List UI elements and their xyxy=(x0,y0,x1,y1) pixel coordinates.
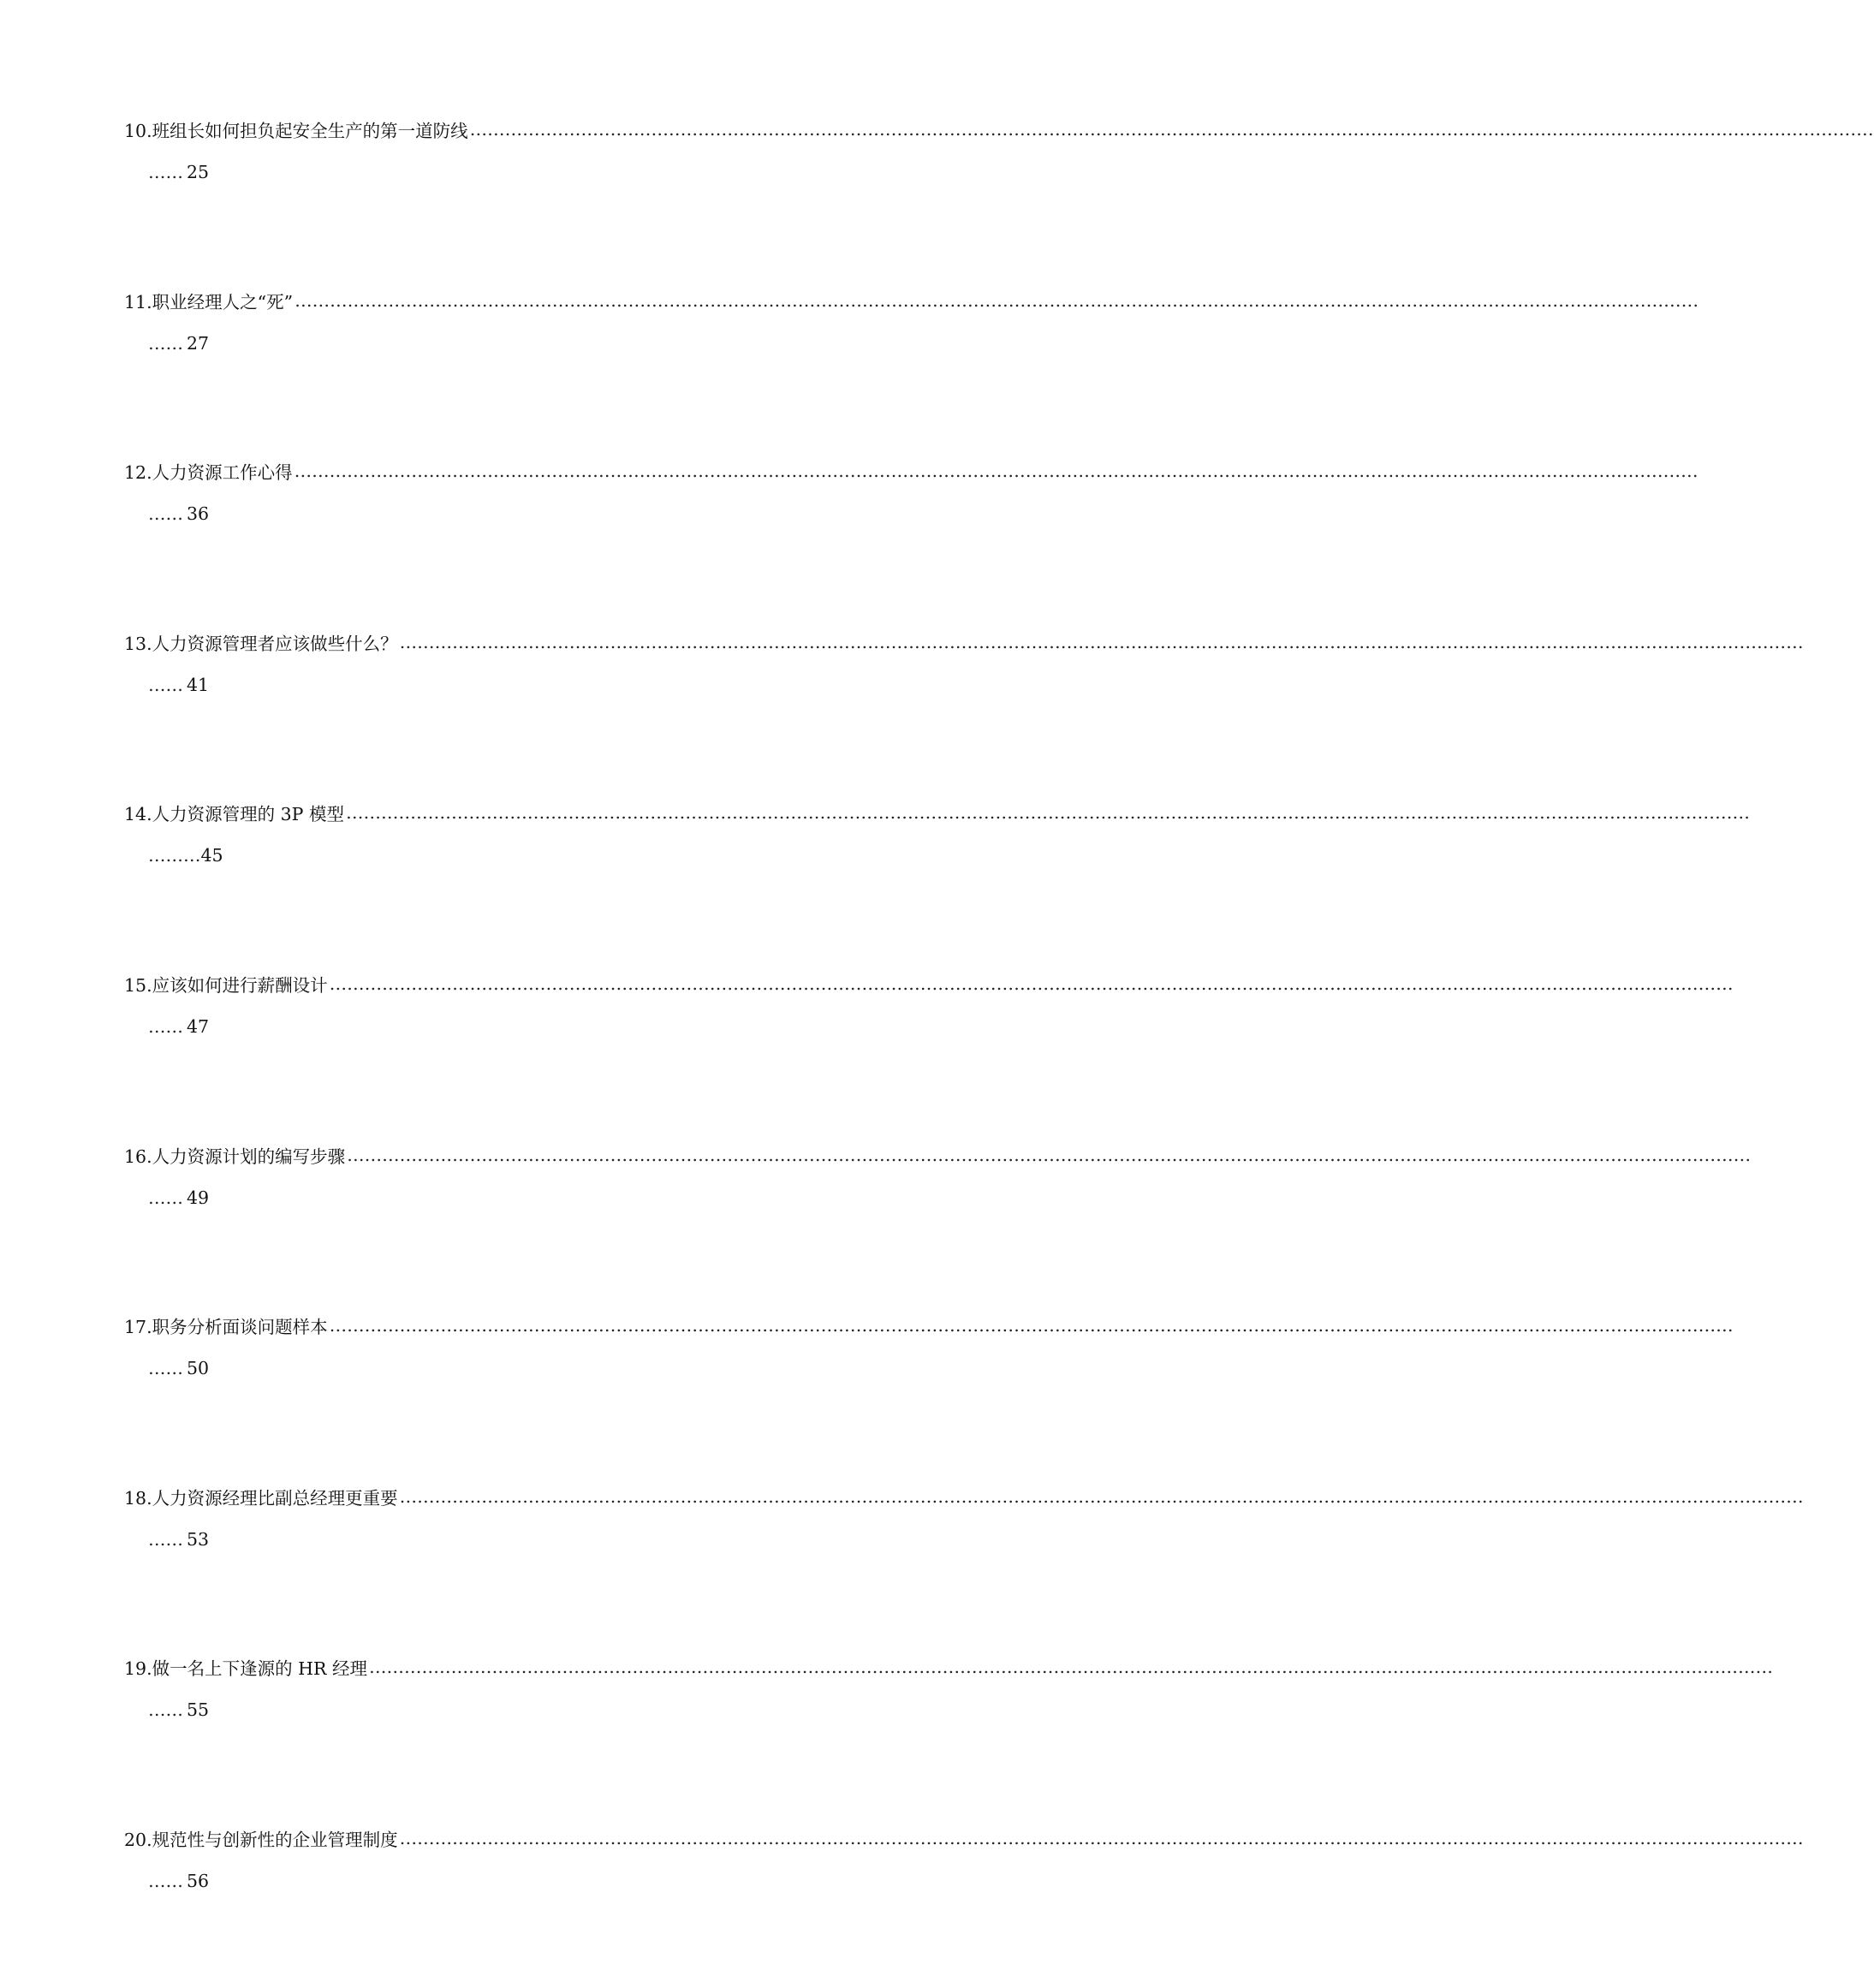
toc-entry-title-line xyxy=(124,108,1874,151)
toc-entry-page-line xyxy=(148,492,209,535)
toc-entry-page-line xyxy=(148,1347,209,1390)
toc-entry-title-line xyxy=(124,1646,1773,1688)
toc-entry-title-line xyxy=(124,1134,1752,1176)
toc-entry[interactable] xyxy=(124,1134,1752,1305)
dot-leader: …………………………………………………………………………………………………………………………………………………………………………………………………………………… xyxy=(347,1144,1752,1165)
toc-entry-page-line xyxy=(148,1005,209,1048)
toc-entry-title-line xyxy=(124,791,1750,834)
page-number: 49 xyxy=(187,1187,210,1208)
toc-entry-page-line xyxy=(148,1688,209,1731)
toc-entry[interactable] xyxy=(124,1304,1734,1475)
toc-entry-page-line xyxy=(148,1176,209,1219)
dot-leader-continuation: …… xyxy=(148,1187,183,1208)
toc-entry-page-line xyxy=(148,151,209,193)
toc-entry-title: 10.班组长如何担负起安全生产的第一道防线 xyxy=(124,121,468,141)
toc-entry-page-line xyxy=(148,1860,209,1902)
page-number: 56 xyxy=(187,1870,210,1891)
toc-entry-title-line xyxy=(124,1817,1804,1860)
dot-leader-continuation: …… xyxy=(148,1358,183,1379)
toc-entry-title: 13.人力资源管理者应该做些什么？ xyxy=(124,633,398,654)
dot-leader-continuation: …… xyxy=(148,674,183,695)
toc-entry-title: 14.人力资源管理的 3P 模型 xyxy=(124,804,344,825)
table-of-contents xyxy=(124,108,1874,1988)
toc-entry-title-line xyxy=(124,1304,1734,1347)
toc-entry-title-line xyxy=(124,279,1699,322)
page-number: 50 xyxy=(187,1358,210,1379)
toc-entry[interactable] xyxy=(124,1817,1804,1988)
page-number: 36 xyxy=(187,503,210,525)
dot-leader: …………………………………………………………………………………………………………………………………………………………………………………………………………………… xyxy=(294,289,1699,311)
toc-entry-title: 19.做一名上下逢源的 HR 经理 xyxy=(124,1658,367,1680)
dot-leader: …………………………………………………………………………………………………………………………………………………………………………………………………………………… xyxy=(469,119,1874,140)
toc-entry-page-line xyxy=(148,1518,209,1561)
page-number: 27 xyxy=(187,332,210,354)
toc-entry-page-line xyxy=(148,834,223,877)
dot-leader-continuation: ……… xyxy=(148,845,201,866)
toc-entry[interactable] xyxy=(124,108,1874,279)
dot-leader: …………………………………………………………………………………………………………………………………………………………………………………………………………………… xyxy=(329,973,1734,994)
toc-entry[interactable] xyxy=(124,1646,1773,1817)
dot-leader-continuation: …… xyxy=(148,1870,183,1891)
dot-leader-continuation: …… xyxy=(148,332,183,354)
page-number: 45 xyxy=(200,845,223,866)
dot-leader: …………………………………………………………………………………………………………………………………………………………………………………………………………………… xyxy=(294,461,1698,482)
toc-entry-title: 15.应该如何进行薪酬设计 xyxy=(124,974,328,996)
toc-entry-title-line xyxy=(124,449,1698,492)
dot-leader-continuation: …… xyxy=(148,503,183,525)
toc-entry-title-line xyxy=(124,621,1804,664)
toc-entry[interactable] xyxy=(124,449,1698,621)
dot-leader: …………………………………………………………………………………………………………………………………………………………………………………………………………………… xyxy=(399,1827,1804,1848)
toc-entry-title: 12.人力资源工作心得 xyxy=(124,462,293,484)
dot-leader: …………………………………………………………………………………………………………………………………………………………………………………………………………………… xyxy=(329,1315,1734,1336)
toc-entry-title: 20.规范性与创新性的企业管理制度 xyxy=(124,1829,398,1850)
dot-leader-continuation: …… xyxy=(148,1528,183,1550)
dot-leader-continuation: …… xyxy=(148,1699,183,1721)
toc-entry-title: 18.人力资源经理比副总经理更重要 xyxy=(124,1487,398,1509)
toc-entry[interactable] xyxy=(124,1475,1804,1646)
dot-leader-continuation: …… xyxy=(148,162,183,182)
dot-leader: …………………………………………………………………………………………………………………………………………………………………………………………………………………… xyxy=(399,631,1804,652)
toc-entry-title-line xyxy=(124,1475,1804,1518)
toc-entry[interactable] xyxy=(124,791,1750,962)
page-number: 47 xyxy=(187,1015,210,1037)
toc-entry-title-line xyxy=(124,962,1734,1005)
toc-entry[interactable] xyxy=(124,279,1699,450)
toc-entry[interactable] xyxy=(124,962,1734,1134)
toc-entry[interactable] xyxy=(124,621,1804,792)
toc-entry-page-line xyxy=(148,664,209,706)
dot-leader-continuation: …… xyxy=(148,1015,183,1037)
page-number: 25 xyxy=(187,162,210,182)
page-number: 55 xyxy=(187,1699,210,1721)
toc-entry-title: 17.职务分析面谈问题样本 xyxy=(124,1317,328,1338)
toc-entry-page-line xyxy=(148,322,209,365)
toc-entry-title: 11.职业经理人之“死” xyxy=(124,291,294,312)
page-number: 41 xyxy=(187,674,210,695)
page-number: 53 xyxy=(187,1528,210,1550)
dot-leader: …………………………………………………………………………………………………………………………………………………………………………………………………………………… xyxy=(399,1485,1804,1507)
toc-entry-title: 16.人力资源计划的编写步骤 xyxy=(124,1146,346,1167)
dot-leader: …………………………………………………………………………………………………………………………………………………………………………………………………………………… xyxy=(345,802,1750,824)
dot-leader: …………………………………………………………………………………………………………………………………………………………………………………………………………………… xyxy=(368,1657,1773,1678)
